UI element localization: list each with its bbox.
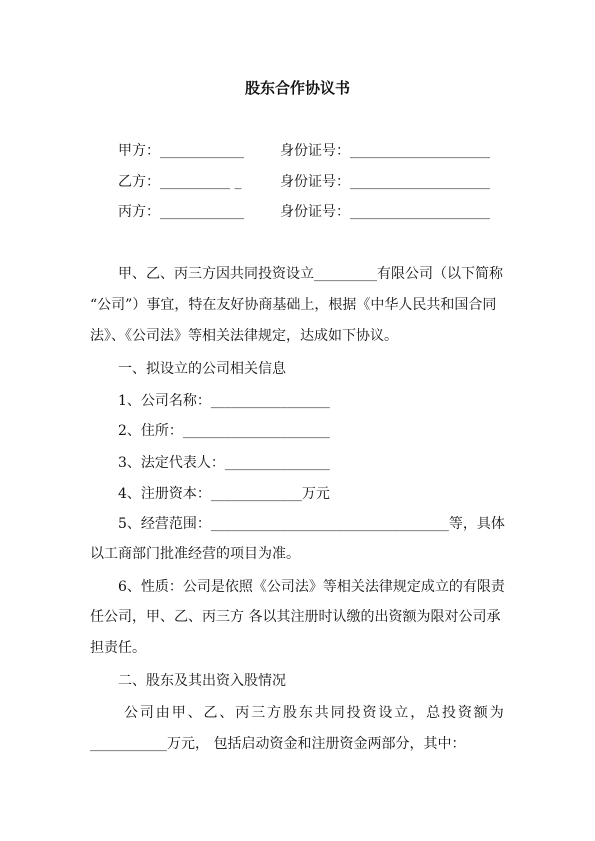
intro-line: “公司”）事宜，特在友好协商基础上，根据《中华人民共和国合同 bbox=[90, 297, 497, 313]
section-heading: 一、拟设立的公司相关信息 bbox=[118, 361, 286, 377]
party-c-blank: ____________ bbox=[160, 204, 244, 220]
nature-clause: 担责任。 bbox=[90, 640, 146, 656]
party-b-id-blank: ____________________ bbox=[350, 174, 490, 190]
intro-line: 甲、乙、丙三方因共同投资设立_________有限公司（以下简称 bbox=[118, 266, 503, 282]
party-a-blank: ____________ bbox=[160, 143, 244, 159]
party-c-id-label: 身份证号： bbox=[280, 204, 350, 220]
party-b-label: 乙方： bbox=[118, 174, 160, 190]
document-title: 股东合作协议书 bbox=[244, 79, 350, 97]
party-b-id-label: 身份证号： bbox=[280, 174, 350, 190]
company-name-field: 1、公司名称：_________________ bbox=[118, 393, 330, 409]
party-c-label: 丙方： bbox=[118, 204, 160, 220]
party-a-id-label: 身份证号： bbox=[280, 143, 350, 159]
registered-capital-field: 4、注册资本：_____________万元 bbox=[118, 486, 330, 502]
party-b-name bbox=[118, 172, 241, 192]
section-heading: 二、股东及其出资入股情况 bbox=[118, 673, 286, 689]
party-a-name bbox=[118, 141, 244, 161]
party-b-blank: __________ _ bbox=[160, 174, 242, 190]
party-c-id bbox=[280, 202, 490, 222]
nature-clause: 任公司，甲、乙、丙三方 各以其注册时认缴的出资额为限对公司承 bbox=[90, 609, 501, 625]
party-b-id bbox=[280, 172, 490, 192]
intro-line: 法》、《公司法》等相关法律规定，达成如下协议。 bbox=[90, 328, 398, 344]
investment-clause: ___________万元， 包括启动资金和注册资金两部分，其中： bbox=[90, 736, 466, 752]
legal-rep-field: 3、法定代表人：_______________ bbox=[118, 455, 330, 471]
address-field: 2、住所：_____________________ bbox=[118, 423, 330, 439]
nature-clause: 6、性质：公司是依照《公司法》等相关法律规定成立的有限责 bbox=[118, 579, 505, 595]
party-a-label: 甲方： bbox=[118, 143, 160, 159]
business-scope-continued: 以工商部门批准经营的项目为准。 bbox=[90, 546, 300, 562]
party-a-id-blank: ____________________ bbox=[350, 143, 490, 159]
party-c-id-blank: ____________________ bbox=[350, 204, 490, 220]
investment-clause: 公司由甲、乙、丙三方股东共同投资设立，总投资额为 bbox=[124, 705, 506, 721]
party-a-id bbox=[280, 141, 490, 161]
business-scope-field: 5、经营范围：__________________________________等，具体 bbox=[118, 516, 505, 532]
party-c-name bbox=[118, 202, 244, 222]
